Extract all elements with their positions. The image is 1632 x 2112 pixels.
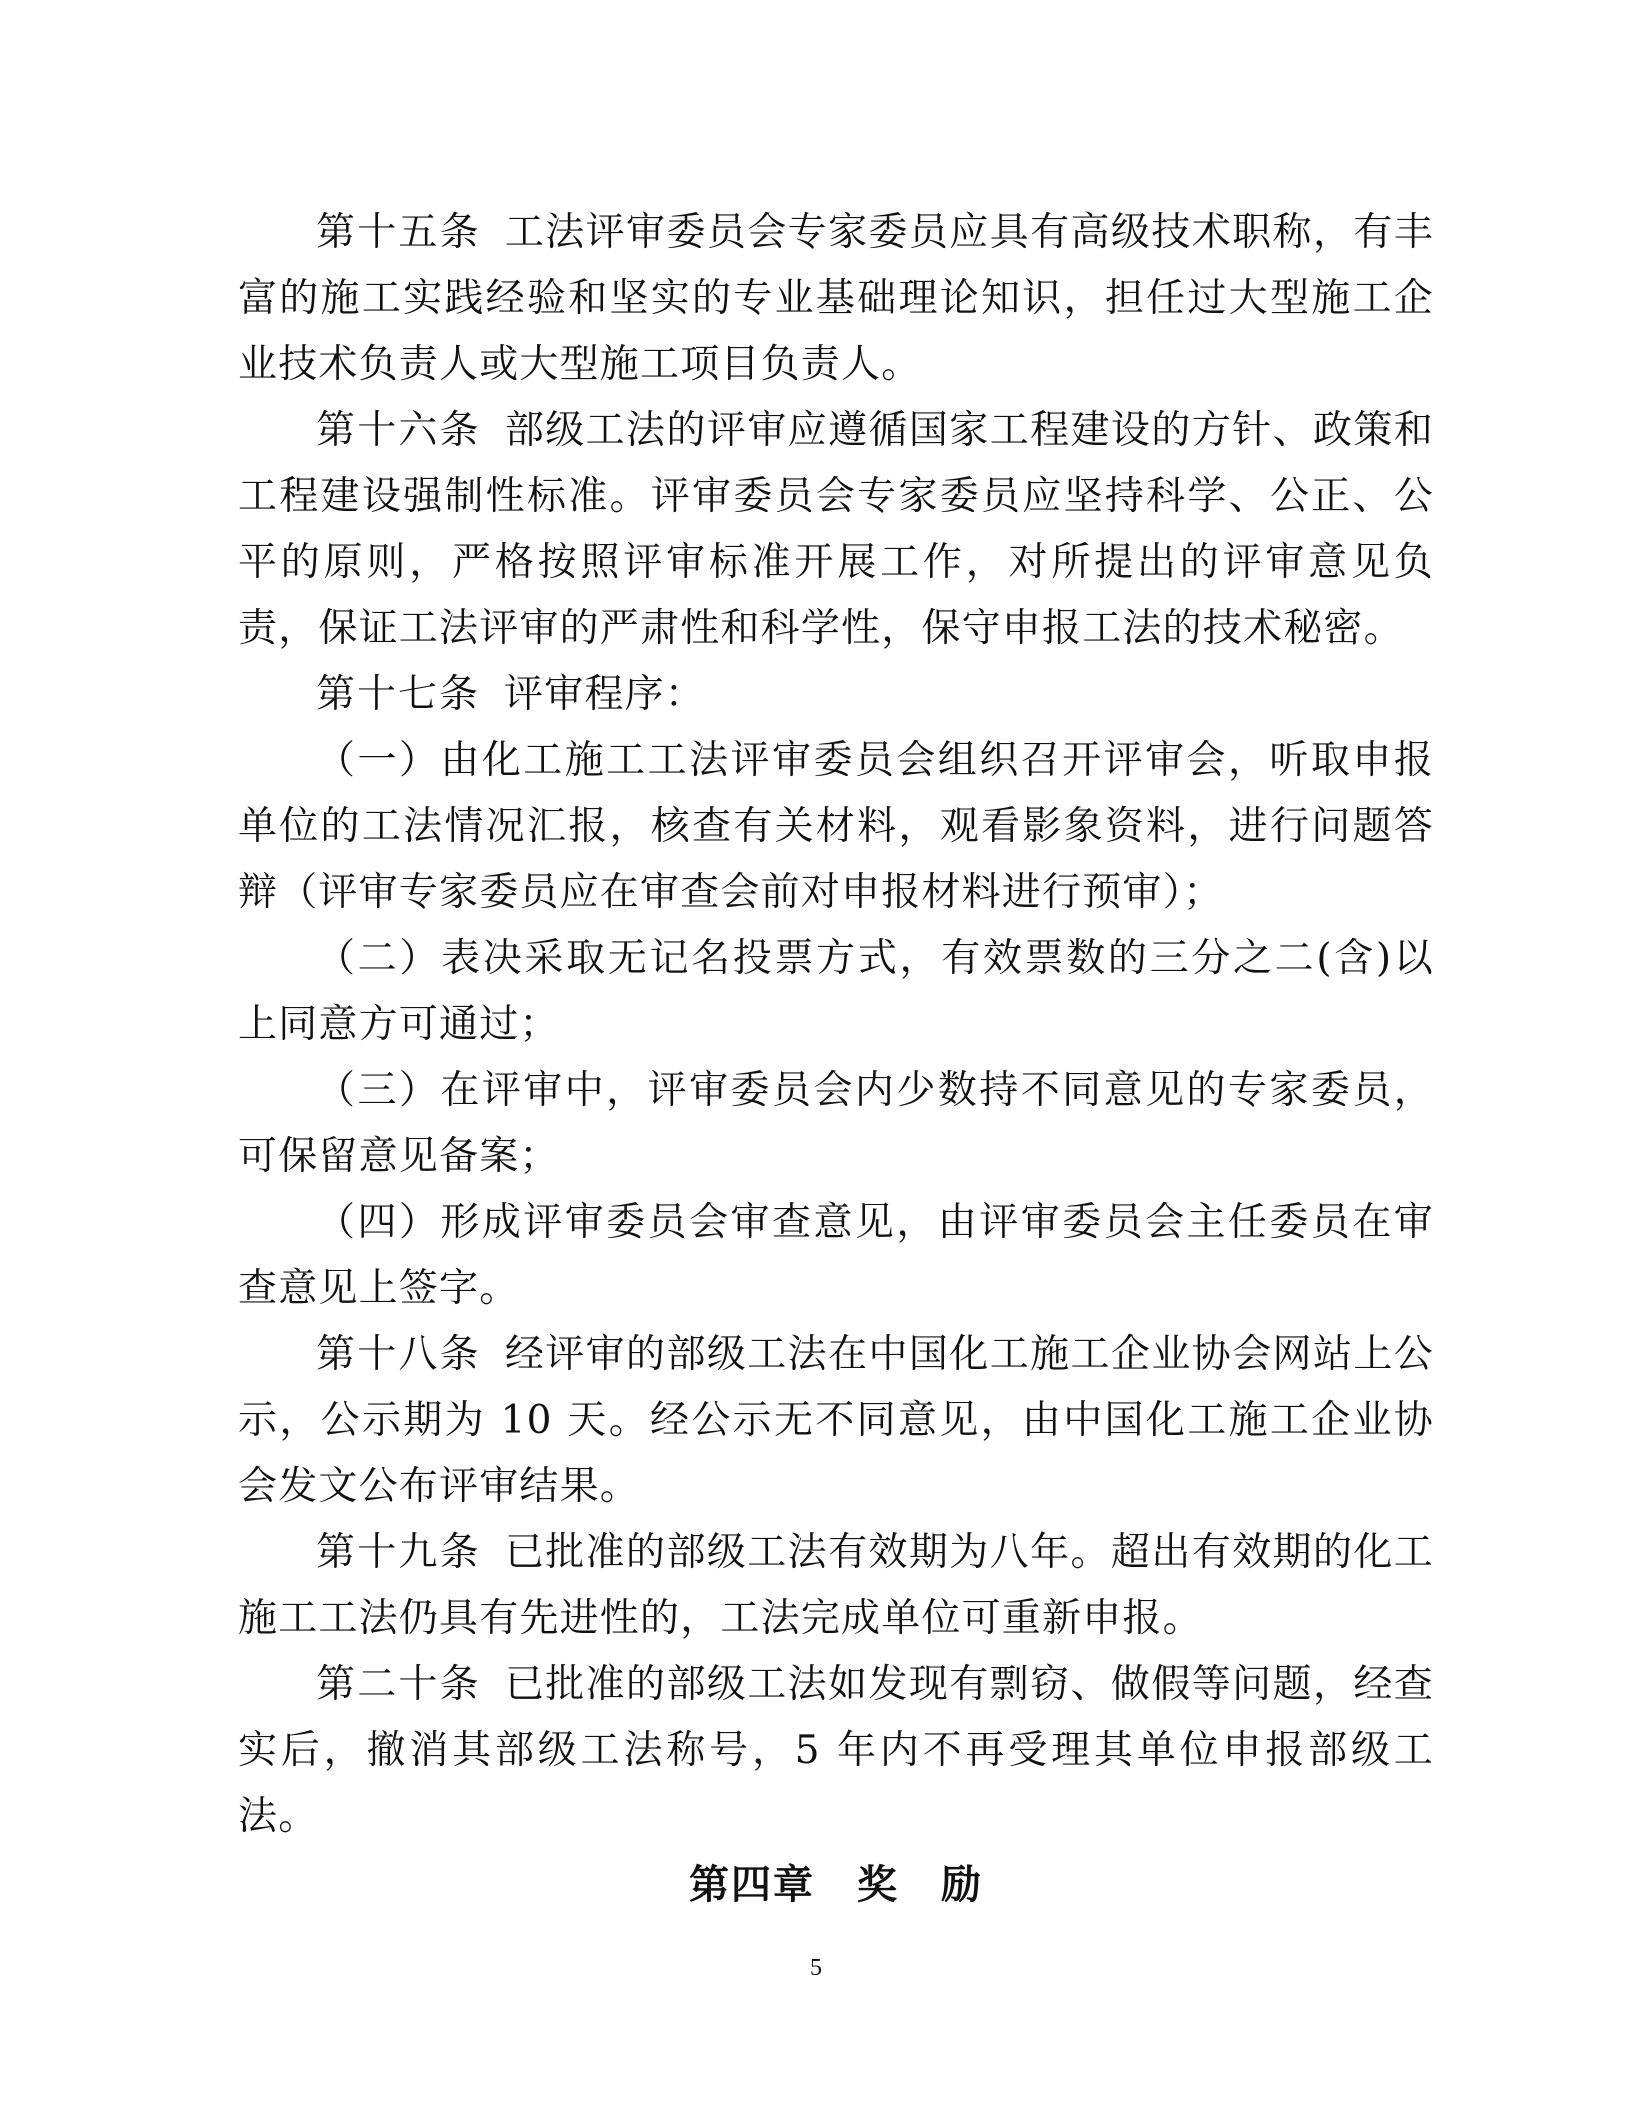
article-text: 评审程序：: [504, 672, 706, 717]
article-label: 第十八条: [316, 1332, 481, 1377]
article-20: [238, 1652, 1434, 1850]
document-body: [238, 200, 1434, 1920]
article-18: [238, 1322, 1434, 1520]
procedure-item-4: （四）形成评审委员会审查意见，由评审委员会主任委员在审查意见上签字。: [238, 1200, 1434, 1311]
article-text: 部级工法的评审应遵循国家工程建设的方针、政策和工程建设强制性标准。评审委员会专家委员应坚持科学、公正、公平的原则，严格按照评审标准开展工作，对所提出的评审意见负责，保证工法评审的严肃性和科学性，保守申报工法的技术秘密。: [238, 408, 1434, 651]
article-text: 工法评审委员会专家委员应具有高级技术职称，有丰富的施工实践经验和坚实的专业基础理论知识，担任过大型施工企业技术负责人或大型施工项目负责人。: [238, 210, 1434, 387]
chapter-heading: 第四章 奖 励: [689, 1862, 983, 1908]
procedure-item-3: （三）在评审中，评审委员会内少数持不同意见的专家委员，可保留意见备案；: [238, 1068, 1434, 1179]
article-label: 第十五条: [316, 210, 481, 255]
article-label: 第十九条: [316, 1530, 481, 1575]
page-number: 5: [810, 1955, 822, 1981]
procedure-item-1: （一）由化工施工工法评审委员会组织召开评审会，听取申报单位的工法情况汇报，核查有关材料，观看影象资料，进行问题答辩（评审专家委员应在审查会前对申报材料进行预审）；: [238, 738, 1434, 915]
article-text: 已批准的部级工法有效期为八年。超出有效期的化工施工工法仍具有先进性的，工法完成单位可重新申报。: [238, 1530, 1434, 1641]
article-text: 已批准的部级工法如发现有剽窃、做假等问题，经查实后，撤消其部级工法称号，5 年内不再受理其单位申报部级工法。: [238, 1662, 1434, 1839]
article-label: 第十六条: [316, 408, 481, 453]
article-19: [238, 1520, 1434, 1652]
article-16: [238, 398, 1434, 662]
procedure-item-2: （二）表决采取无记名投票方式，有效票数的三分之二(含)以上同意方可通过；: [238, 936, 1434, 1047]
article-label: 第二十条: [316, 1662, 481, 1707]
article-label: 第十七条: [316, 672, 481, 717]
article-text: 经评审的部级工法在中国化工施工企业协会网站上公示，公示期为 10 天。经公示无不同意见，由中国化工施工企业协会发文公布评审结果。: [238, 1332, 1434, 1509]
article-17: [238, 662, 1434, 728]
article-15: [238, 200, 1434, 398]
